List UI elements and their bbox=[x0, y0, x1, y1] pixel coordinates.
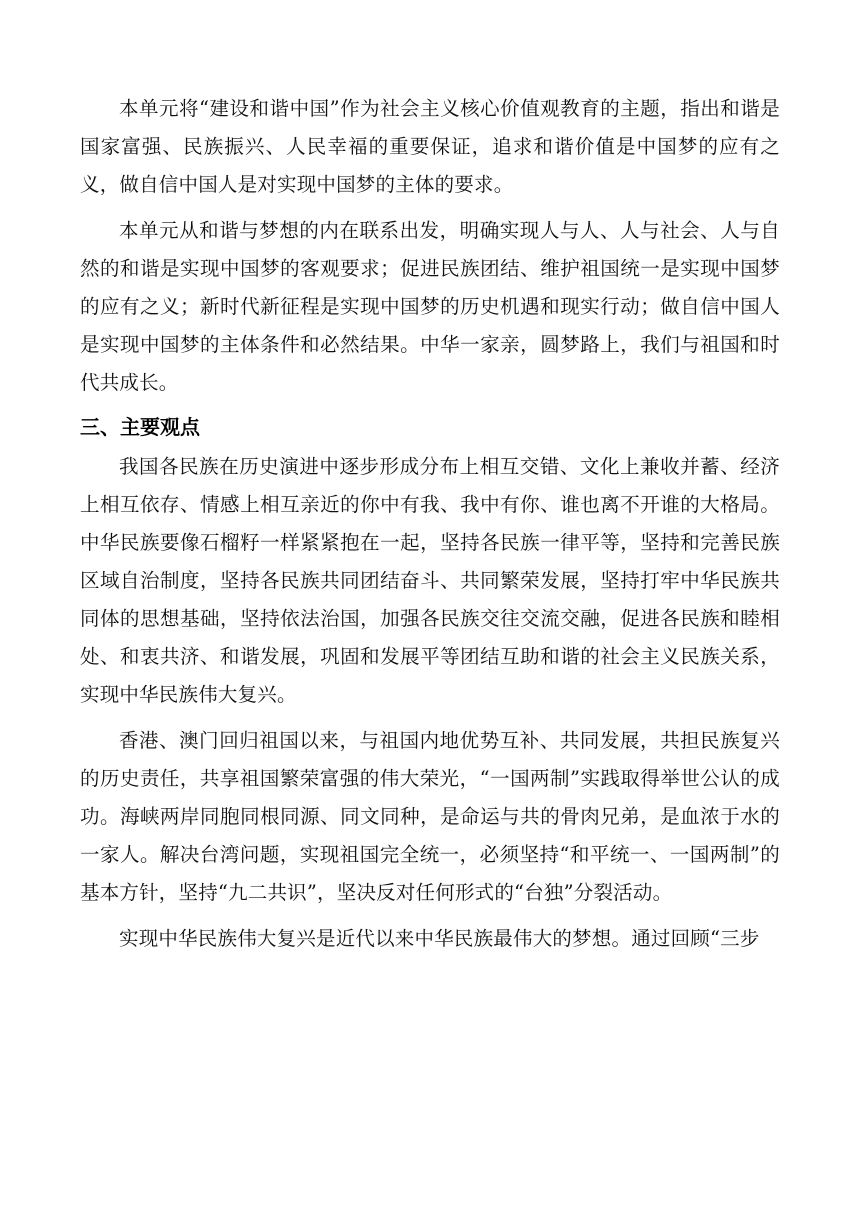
section-heading-main-points: 三、主要观点 bbox=[80, 415, 200, 439]
paragraph-chinese-dream: 实现中华民族伟大复兴是近代以来中华民族最伟大的梦想。通过回顾“三步 bbox=[119, 927, 760, 950]
paragraph-ethnic-unity: 我国各民族在历史演进中逐步形成分布上相互交错、文化上兼收并蓄、经济上相互依存、情感上相互亲近的你中有我、我中有你、谁也离不开谁的大格局。中华民族要像石榴籽一样紧紧抱在一起，坚持各民族一律平等，坚持和完善民族区域自治制度，坚持各民族共同团结奋斗、共同繁荣发展，坚持打牢中华民族共同体的思想基础，坚持依法治国，加强各民族交往交流交融，促进各民族和睦相处、和衷共济、和谐发展，巩固和发展平等团结互助和谐的社会主义民族关系，实现中华民族伟大复兴。 bbox=[80, 455, 780, 706]
document-body bbox=[80, 90, 780, 958]
paragraph-national-reunification: 香港、澳门回归祖国以来，与祖国内地优势互补、共同发展，共担民族复兴的历史责任，共享祖国繁荣富强的伟大荣光，“一国两制”实践取得举世公认的成功。海峡两岸同胞同根同源、同文同种，是命运与共的骨肉兄弟，是血浓于水的一家人。解决台湾问题，实现祖国完全统一，必须坚持“和平统一、一国两制”的基本方针，坚持“九二共识”，坚决反对任何形式的“台独”分裂活动。 bbox=[80, 729, 780, 904]
paragraph-theme-intro: 本单元将“建设和谐中国”作为社会主义核心价值观教育的主题，指出和谐是国家富强、民族振兴、人民幸福的重要保证，追求和谐价值是中国梦的应有之义，做自信中国人是对实现中国梦的主体的要求。 bbox=[80, 97, 780, 196]
paragraph-unit-structure: 本单元从和谐与梦想的内在联系出发，明确实现人与人、人与社会、人与自然的和谐是实现中国梦的客观要求；促进民族团结、维护祖国统一是实现中国梦的应有之义；新时代新征程是实现中国梦的历史机遇和现实行动；做自信中国人是实现中国梦的主体条件和必然结果。中华一家亲，圆梦路上，我们与祖国和时代共成长。 bbox=[80, 219, 780, 394]
